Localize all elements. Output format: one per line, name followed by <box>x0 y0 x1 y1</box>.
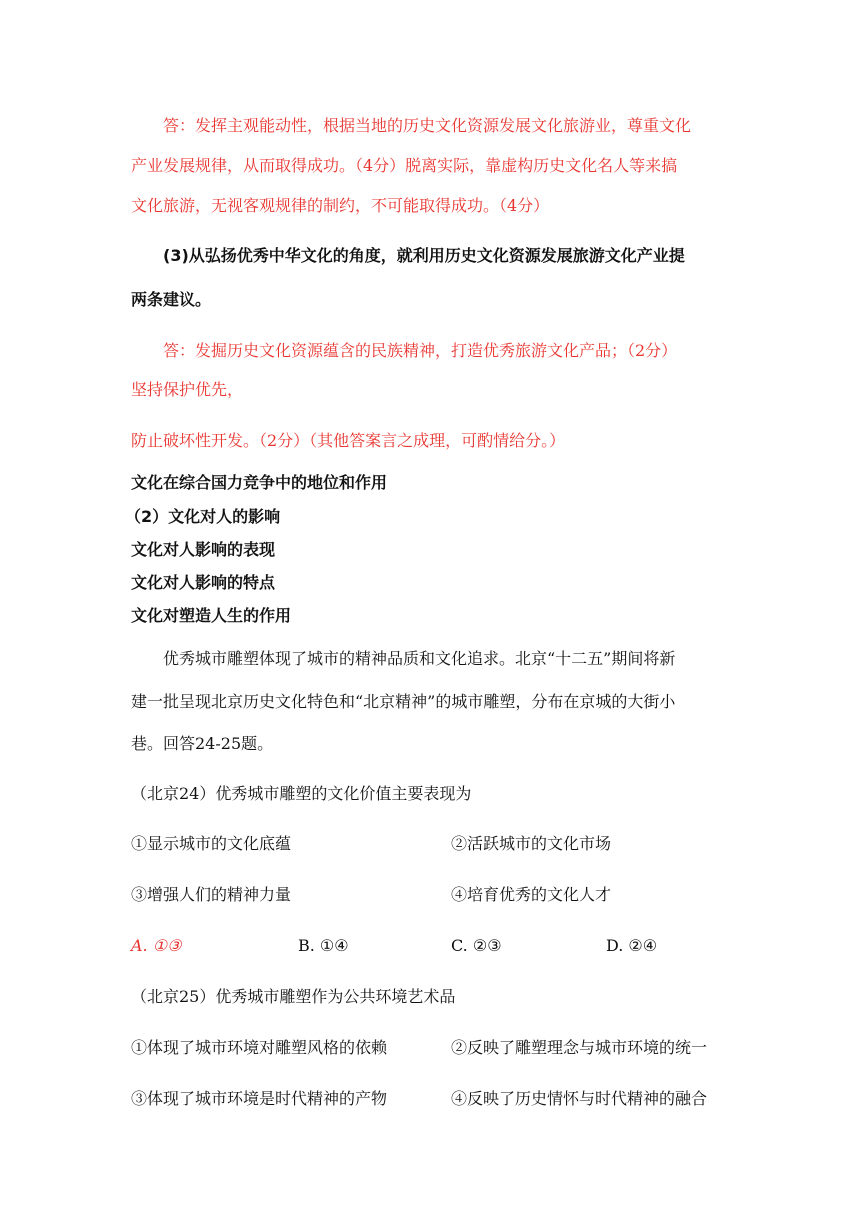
q24-option-3: ③增强人们的精神力量 <box>131 885 292 904</box>
heading-national-strength: 文化在综合国力竞争中的地位和作用 <box>131 473 388 492</box>
answer2-line-1: 答：发挥主观能动性，根据当地的历史文化资源发展文化旅游业，尊重文化 <box>163 116 692 135</box>
answer3-line-3: 防止破坏性开发。（2分）（其他答案言之成理，可酌情给分。） <box>131 431 566 450</box>
q24-choice-c: C. ②③ <box>451 936 502 955</box>
q24-choice-b: B. ①④ <box>298 936 349 955</box>
heading-influence-features: 文化对人影响的特点 <box>131 573 276 592</box>
answer2-line-2: 产业发展规律，从而取得成功。（4分）脱离实际，靠虚构历史文化名人等来搞 <box>131 156 678 175</box>
answer3-line-2: 坚持保护优先， <box>131 380 244 399</box>
question3-line-2: 两条建议。 <box>131 290 212 309</box>
q25-stem: （北京25）优秀城市雕塑作为公共环境艺术品 <box>131 987 456 1006</box>
answer2-line-3: 文化旅游，无视客观规律的制约，不可能取得成功。（4分） <box>131 196 550 215</box>
q24-option-4: ④培育优秀的文化人才 <box>451 885 612 904</box>
question3-line-1: (3)从弘扬优秀中华文化的角度，就利用历史文化资源发展旅游文化产业提 <box>163 246 685 265</box>
heading-shaping-life: 文化对塑造人生的作用 <box>131 606 292 625</box>
q25-option-4: ④反映了历史情怀与时代精神的融合 <box>451 1089 708 1108</box>
answer3-line-1: 答：发掘历史文化资源蕴含的民族精神，打造优秀旅游文化产品；（2分） <box>163 341 678 360</box>
heading-influence-manifest: 文化对人影响的表现 <box>131 540 276 559</box>
q24-option-1: ①显示城市的文化底蕴 <box>131 834 292 853</box>
q24-choice-d: D. ②④ <box>606 936 658 955</box>
q24-choice-a: A. ①③ <box>131 936 182 955</box>
passage-line-2: 建一批呈现北京历史文化特色和“北京精神”的城市雕塑，分布在京城的大街小 <box>131 692 676 711</box>
q25-option-2: ②反映了雕塑理念与城市环境的统一 <box>451 1038 708 1057</box>
passage-line-1: 优秀城市雕塑体现了城市的精神品质和文化追求。北京“十二五”期间将新 <box>163 649 676 668</box>
q25-option-1: ①体现了城市环境对雕塑风格的依赖 <box>131 1038 388 1057</box>
heading-culture-influence: （2）文化对人的影响 <box>125 507 281 526</box>
passage-line-3: 巷。回答24-25题。 <box>131 734 274 753</box>
q25-option-3: ③体现了城市环境是时代精神的产物 <box>131 1089 388 1108</box>
q24-option-2: ②活跃城市的文化市场 <box>451 834 612 853</box>
q24-stem: （北京24）优秀城市雕塑的文化价值主要表现为 <box>131 784 472 803</box>
